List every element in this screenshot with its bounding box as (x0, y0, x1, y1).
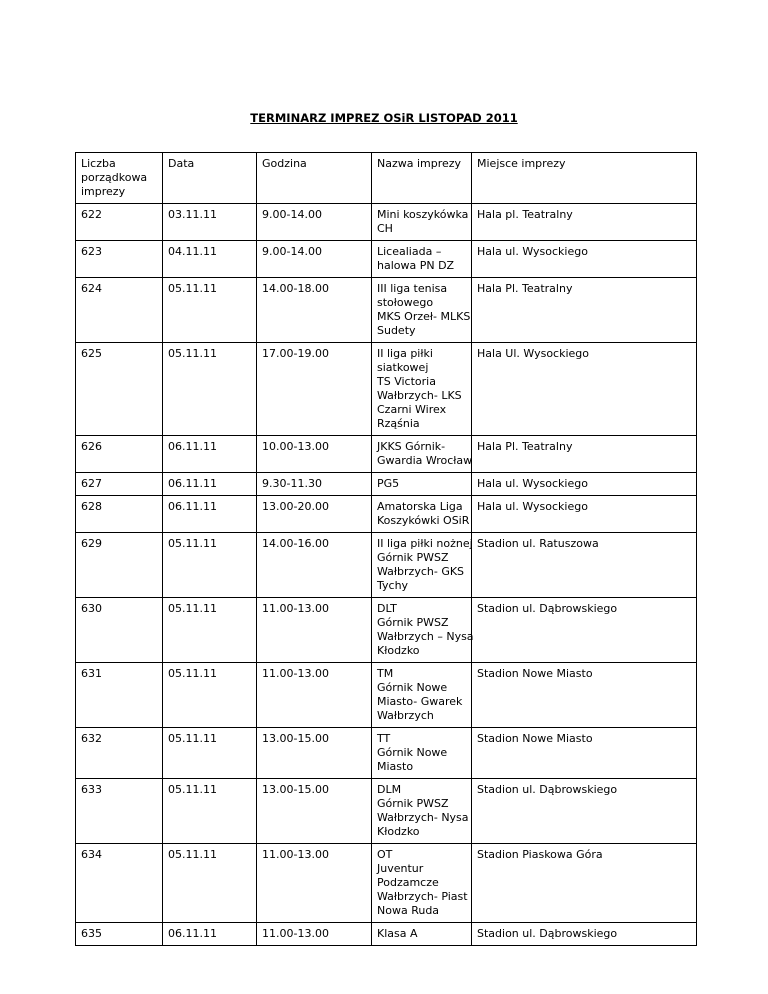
text-line: Stadion Piaskowa Góra (477, 848, 603, 861)
text-line: Tychy (377, 579, 409, 592)
header-col-venue (472, 153, 697, 204)
cell-number (76, 844, 163, 923)
cell-time (257, 241, 372, 278)
cell-event-name (372, 779, 472, 844)
cell-time (257, 663, 372, 728)
text-line: Miasto (377, 760, 414, 773)
text-line: Rząśnia (377, 417, 420, 430)
cell-number (76, 496, 163, 533)
text-line: Stadion ul. Ratuszowa (477, 537, 599, 550)
cell-date (163, 436, 257, 473)
text-line: TT (377, 732, 391, 745)
text-line: 05.11.11 (168, 848, 217, 861)
text-line: Hala pl. Teatralny (477, 208, 573, 221)
table-row (76, 923, 697, 946)
cell-time (257, 598, 372, 663)
table-row (76, 278, 697, 343)
cell-number (76, 473, 163, 496)
text-line: 14.00-16.00 (262, 537, 329, 550)
text-line: siatkowej (377, 361, 429, 374)
text-line: Sudety (377, 324, 416, 337)
text-line: 9.00-14.00 (262, 245, 322, 258)
text-line: Górnik Nowe (377, 746, 448, 759)
text-line: 623 (81, 245, 102, 258)
text-line: 624 (81, 282, 102, 295)
text-line: 10.00-13.00 (262, 440, 329, 453)
cell-venue (472, 241, 697, 278)
text-line: Stadion Nowe Miasto (477, 667, 593, 680)
text-line: Mini koszykówka (377, 208, 469, 221)
cell-date (163, 663, 257, 728)
text-line: 622 (81, 208, 102, 221)
cell-event-name (372, 598, 472, 663)
cell-time (257, 779, 372, 844)
text-line: PG5 (377, 477, 400, 490)
text-line: TM (377, 667, 394, 680)
cell-date (163, 598, 257, 663)
table-row (76, 496, 697, 533)
text-line: JKKS Górnik- (377, 440, 446, 453)
text-line: Wałbrzych- Piast (377, 890, 468, 903)
cell-venue (472, 844, 697, 923)
text-line: Wałbrzych- Nysa (377, 811, 469, 824)
cell-date (163, 473, 257, 496)
cell-date (163, 343, 257, 436)
cell-number (76, 779, 163, 844)
table-row (76, 533, 697, 598)
text-line: Stadion ul. Dąbrowskiego (477, 927, 618, 940)
cell-time (257, 473, 372, 496)
cell-event-name (372, 844, 472, 923)
cell-venue (472, 473, 697, 496)
table-row (76, 343, 697, 436)
text-line: Stadion ul. Dąbrowskiego (477, 783, 618, 796)
text-line: 13.00-15.00 (262, 732, 329, 745)
cell-date (163, 923, 257, 946)
text-line: Juventur (377, 862, 424, 875)
text-line: 634 (81, 848, 102, 861)
text-line: imprezy (81, 185, 126, 198)
text-line: Hala Pl. Teatralny (477, 282, 573, 295)
text-line: 9.00-14.00 (262, 208, 322, 221)
text-line: 05.11.11 (168, 602, 217, 615)
events-table (75, 152, 697, 946)
cell-number (76, 241, 163, 278)
header-col-number (76, 153, 163, 204)
table-row (76, 663, 697, 728)
cell-date (163, 204, 257, 241)
text-line: 13.00-20.00 (262, 500, 329, 513)
text-line: 06.11.11 (168, 477, 217, 490)
text-line: stołowego (377, 296, 434, 309)
text-line: Hala Pl. Teatralny (477, 440, 573, 453)
text-line: 635 (81, 927, 102, 940)
cell-date (163, 844, 257, 923)
header-col-date (163, 153, 257, 204)
text-line: 05.11.11 (168, 537, 217, 550)
table-row (76, 728, 697, 779)
text-line: DLT (377, 602, 397, 615)
cell-venue (472, 728, 697, 779)
table-row (76, 844, 697, 923)
text-line: 9.30-11.30 (262, 477, 322, 490)
text-line: DLM (377, 783, 402, 796)
text-line: Klasa A (377, 927, 418, 940)
text-line: OT (377, 848, 393, 861)
text-line: 629 (81, 537, 102, 550)
cell-event-name (372, 436, 472, 473)
text-line: 625 (81, 347, 102, 360)
cell-number (76, 343, 163, 436)
text-line: 11.00-13.00 (262, 667, 329, 680)
cell-event-name (372, 343, 472, 436)
cell-venue (472, 278, 697, 343)
text-line: Nazwa imprezy (377, 157, 462, 170)
text-line: Stadion ul. Dąbrowskiego (477, 602, 618, 615)
page-title: TERMINARZ IMPREZ OSiR LISTOPAD 2011 (250, 111, 518, 125)
cell-venue (472, 923, 697, 946)
text-line: III liga tenisa (377, 282, 448, 295)
cell-number (76, 533, 163, 598)
text-line: 17.00-19.00 (262, 347, 329, 360)
cell-event-name (372, 728, 472, 779)
header-col-time (257, 153, 372, 204)
text-line: Górnik PWSZ (377, 616, 449, 629)
text-line: 14.00-18.00 (262, 282, 329, 295)
text-line: Gwardia Wrocław (377, 454, 473, 467)
text-line: 626 (81, 440, 102, 453)
cell-venue (472, 343, 697, 436)
text-line: 05.11.11 (168, 732, 217, 745)
table-row (76, 473, 697, 496)
text-line: 06.11.11 (168, 500, 217, 513)
cell-number (76, 436, 163, 473)
text-line: 03.11.11 (168, 208, 217, 221)
cell-time (257, 844, 372, 923)
text-line: Liczba (81, 157, 116, 170)
text-line: 628 (81, 500, 102, 513)
text-line: 05.11.11 (168, 667, 217, 680)
cell-date (163, 728, 257, 779)
cell-event-name (372, 923, 472, 946)
cell-event-name (372, 663, 472, 728)
cell-number (76, 598, 163, 663)
text-line: CH (377, 222, 393, 235)
cell-number (76, 923, 163, 946)
text-line: Wałbrzych (377, 709, 434, 722)
text-line: Data (168, 157, 195, 170)
text-line: II liga piłki nożnej (377, 537, 473, 550)
cell-venue (472, 779, 697, 844)
text-line: Górnik Nowe (377, 681, 448, 694)
cell-time (257, 533, 372, 598)
text-line: 627 (81, 477, 102, 490)
cell-venue (472, 436, 697, 473)
cell-event-name (372, 241, 472, 278)
text-line: Godzina (262, 157, 307, 170)
text-line: Hala ul. Wysockiego (477, 477, 588, 490)
text-line: 13.00-15.00 (262, 783, 329, 796)
text-line: Wałbrzych – Nysa (377, 630, 474, 643)
text-line: Wałbrzych- GKS (377, 565, 465, 578)
table-row (76, 779, 697, 844)
text-line: Kłodzko (377, 644, 420, 657)
text-line: 06.11.11 (168, 927, 217, 940)
cell-time (257, 923, 372, 946)
text-line: Licealiada – (377, 245, 442, 258)
text-line: Miasto- Gwarek (377, 695, 463, 708)
text-line: 05.11.11 (168, 783, 217, 796)
cell-event-name (372, 204, 472, 241)
cell-venue (472, 496, 697, 533)
table-body (76, 204, 697, 946)
text-line: 633 (81, 783, 102, 796)
cell-event-name (372, 473, 472, 496)
cell-time (257, 496, 372, 533)
table-header (76, 153, 697, 204)
cell-date (163, 496, 257, 533)
cell-venue (472, 533, 697, 598)
text-line: MKS Orzeł- MLKS (377, 310, 471, 323)
text-line: Podzamcze (377, 876, 439, 889)
text-line: Górnik PWSZ (377, 551, 449, 564)
text-line: 05.11.11 (168, 347, 217, 360)
cell-time (257, 204, 372, 241)
text-line: Kłodzko (377, 825, 420, 838)
text-line: Stadion Nowe Miasto (477, 732, 593, 745)
cell-date (163, 278, 257, 343)
text-line: porządkowa (81, 171, 148, 184)
text-line: Amatorska Liga (377, 500, 463, 513)
cell-time (257, 728, 372, 779)
cell-event-name (372, 278, 472, 343)
cell-date (163, 779, 257, 844)
text-line: 11.00-13.00 (262, 927, 329, 940)
text-line: Hala Ul. Wysockiego (477, 347, 590, 360)
header-row (76, 153, 697, 204)
table-row (76, 598, 697, 663)
cell-venue (472, 598, 697, 663)
text-line: 06.11.11 (168, 440, 217, 453)
text-line: Hala ul. Wysockiego (477, 500, 588, 513)
text-line: Czarni Wirex (377, 403, 447, 416)
cell-number (76, 728, 163, 779)
text-line: 04.11.11 (168, 245, 217, 258)
text-line: 630 (81, 602, 102, 615)
table-row (76, 241, 697, 278)
text-line: Nowa Ruda (377, 904, 440, 917)
cell-venue (472, 204, 697, 241)
text-line: 11.00-13.00 (262, 602, 329, 615)
text-line: halowa PN DZ (377, 259, 455, 272)
cell-number (76, 663, 163, 728)
cell-time (257, 343, 372, 436)
text-line: Górnik PWSZ (377, 797, 449, 810)
text-line: Koszykówki OSiR (377, 514, 470, 527)
cell-venue (472, 663, 697, 728)
table-row (76, 436, 697, 473)
text-line: II liga piłki (377, 347, 433, 360)
cell-number (76, 278, 163, 343)
text-line: 631 (81, 667, 102, 680)
text-line: 632 (81, 732, 102, 745)
text-line: 11.00-13.00 (262, 848, 329, 861)
cell-event-name (372, 533, 472, 598)
cell-time (257, 436, 372, 473)
cell-number (76, 204, 163, 241)
cell-date (163, 533, 257, 598)
cell-date (163, 241, 257, 278)
text-line: 05.11.11 (168, 282, 217, 295)
text-line: Miejsce imprezy (477, 157, 566, 170)
cell-time (257, 278, 372, 343)
text-line: Hala ul. Wysockiego (477, 245, 588, 258)
text-line: Wałbrzych- LKS (377, 389, 462, 402)
cell-event-name (372, 496, 472, 533)
text-line: TS Victoria (377, 375, 436, 388)
table-row (76, 204, 697, 241)
header-col-event-name (372, 153, 472, 204)
